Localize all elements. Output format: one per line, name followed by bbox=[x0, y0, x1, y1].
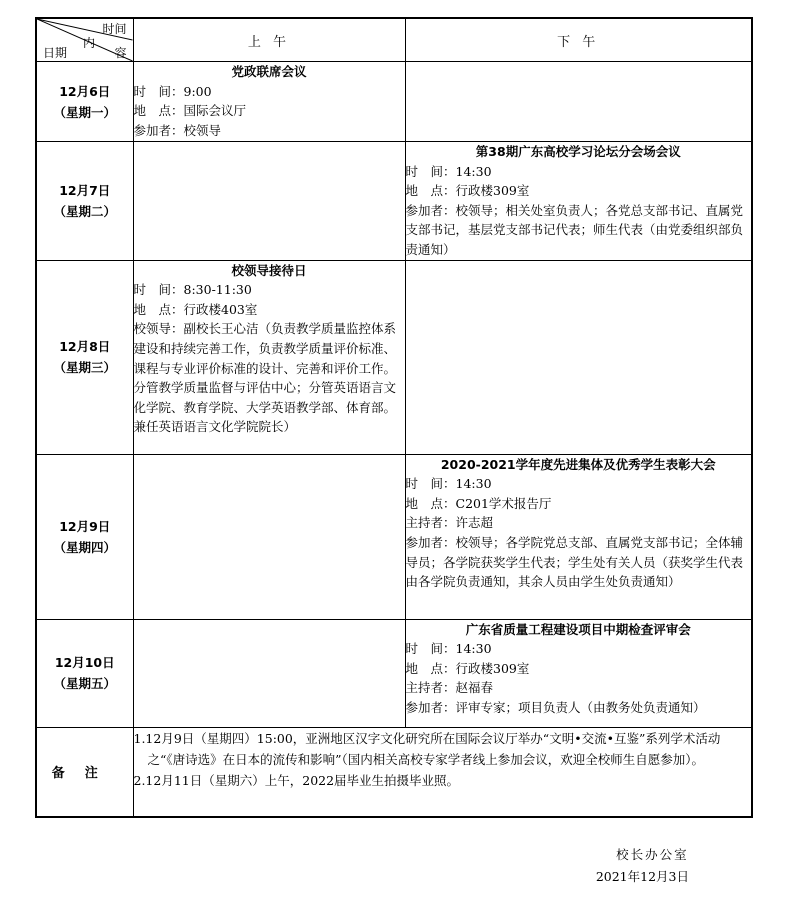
issue-date: 2021年12月3日 bbox=[595, 869, 689, 884]
event-location: 地 点：行政楼309室 bbox=[405, 660, 530, 676]
weekday-text: （星期一） bbox=[53, 104, 116, 120]
event-attendees: 参加者：校领导；各学院党总支部、直属党支部书记；全体辅导员；各学院获奖学生代表；学生处有关人员（获奖学生代表由各学院负责通知，其余人员由学生处负责通知） bbox=[405, 534, 744, 590]
event-location: 地 点：行政楼403室 bbox=[133, 301, 258, 317]
weekday-text: （星期三） bbox=[53, 360, 116, 376]
event-title: 2020-2021学年度先进集体及优秀学生表彰大会 bbox=[440, 456, 716, 472]
event-attendees: 参加者：校领导 bbox=[133, 122, 222, 138]
date-cell bbox=[36, 62, 133, 142]
event-time: 时 间：9:00 bbox=[133, 83, 212, 99]
afternoon-header: 下 午 bbox=[405, 18, 752, 62]
morning-cell bbox=[133, 619, 405, 727]
event-time: 时 间：14:30 bbox=[405, 476, 492, 492]
event-attendees: 参加者：校领导；相关处室负责人；各党总支部书记、直属党支部书记，基层党支部书记代表；师生代表（由党委组织部负责通知） bbox=[405, 202, 744, 257]
corner-date-label: 日期 bbox=[43, 46, 68, 60]
weekday-text: （星期二） bbox=[53, 203, 116, 219]
event-leader: 校领导：副校长王心洁（负责教学质量监控体系建设和持续完善工作，负责教学质量评价标准、课程与专业评价标准的设计、完善和评价工作。分管教学质量监督与评估中心；分管英语语言文化学院、教育学院、大学英语教学部、体育部。兼任英语语言文化学院院长） bbox=[133, 321, 397, 435]
notes-row bbox=[36, 727, 752, 817]
afternoon-cell bbox=[405, 454, 752, 619]
event-title: 党政联席会议 bbox=[231, 64, 307, 79]
morning-cell bbox=[133, 454, 405, 619]
afternoon-cell bbox=[405, 260, 752, 454]
afternoon-cell bbox=[405, 142, 752, 261]
table-row bbox=[36, 62, 752, 142]
table-row bbox=[36, 260, 752, 454]
note-item-2: 2.12月11日（星期六）上午，2022届毕业生拍摄毕业照。 bbox=[133, 772, 460, 788]
corner-content-label-2: 容 bbox=[114, 46, 127, 60]
notes-label: 备注 bbox=[36, 727, 133, 817]
date-text: 12月9日 bbox=[59, 518, 111, 534]
date-cell bbox=[36, 260, 133, 454]
table-row bbox=[36, 454, 752, 619]
notes-cell bbox=[133, 727, 752, 817]
afternoon-cell bbox=[405, 619, 752, 727]
table-row bbox=[36, 142, 752, 261]
corner-header-cell bbox=[36, 18, 133, 62]
weekday-text: （星期五） bbox=[53, 676, 116, 692]
corner-time-label: 时间 bbox=[102, 22, 127, 36]
event-time: 时 间：14:30 bbox=[405, 163, 492, 179]
event-location: 地 点：国际会议厅 bbox=[133, 103, 247, 119]
corner-content-label-1: 内 bbox=[83, 36, 96, 50]
event-location: 地 点：C201学术报告厅 bbox=[405, 495, 552, 511]
event-title: 第38期广东高校学习论坛分会场会议 bbox=[475, 144, 681, 159]
issuing-office: 校长办公室 bbox=[616, 847, 689, 862]
afternoon-cell bbox=[405, 62, 752, 142]
morning-header: 上 午 bbox=[133, 18, 405, 62]
weekday-text: （星期四） bbox=[53, 539, 116, 555]
date-text: 12月6日 bbox=[59, 83, 111, 99]
event-host: 主持者：赵福春 bbox=[405, 680, 494, 696]
event-attendees: 参加者：评审专家；项目负责人（由教务处负责通知） bbox=[405, 699, 706, 715]
footer-signature bbox=[596, 844, 689, 888]
date-text: 12月8日 bbox=[59, 339, 111, 355]
date-text: 12月10日 bbox=[54, 655, 115, 671]
event-time: 时 间：14:30 bbox=[405, 641, 492, 657]
date-cell bbox=[36, 142, 133, 261]
date-cell bbox=[36, 454, 133, 619]
note-item-1: 1.12月9日（星期四）15:00，亚洲地区汉字文化研究所在国际会议厅举办“文明•交流•互鉴”系列学术活动之“《唐诗选》在日本的流传和影响”（国内相关高校专家学者线上参加会议，欢迎全校师生自愿参加）。 bbox=[133, 730, 721, 767]
date-text: 12月7日 bbox=[59, 182, 111, 198]
morning-cell bbox=[133, 260, 405, 454]
morning-cell bbox=[133, 62, 405, 142]
event-host: 主持者：许志超 bbox=[405, 515, 494, 531]
header-row bbox=[36, 18, 752, 62]
schedule-table bbox=[35, 17, 753, 818]
date-cell bbox=[36, 619, 133, 727]
event-location: 地 点：行政楼309室 bbox=[405, 183, 530, 199]
event-time: 时 间：8:30-11:30 bbox=[133, 282, 252, 298]
event-title: 广东省质量工程建设项目中期检查评审会 bbox=[465, 621, 691, 637]
event-title: 校领导接待日 bbox=[231, 262, 307, 278]
table-row bbox=[36, 619, 752, 727]
morning-cell bbox=[133, 142, 405, 261]
